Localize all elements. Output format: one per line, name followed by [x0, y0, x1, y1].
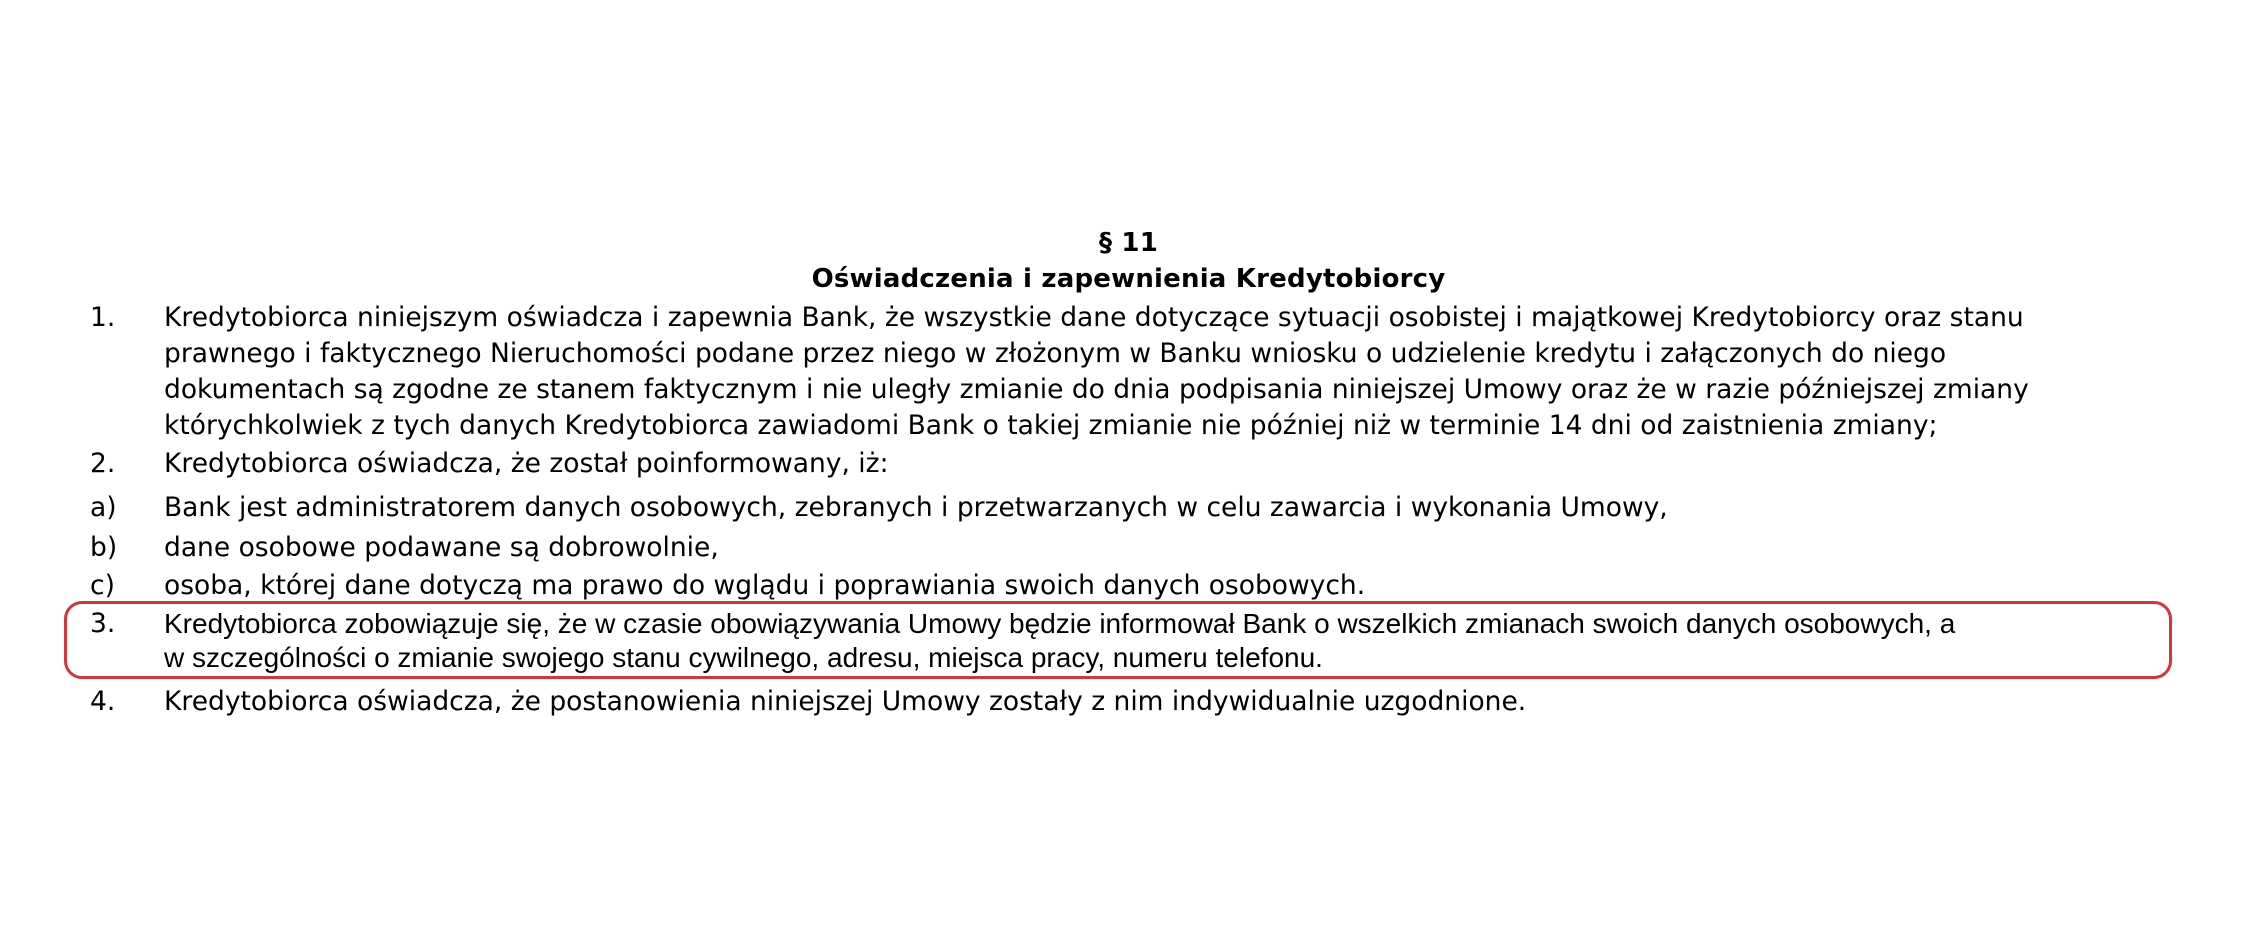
- list-marker: 3.: [90, 608, 116, 639]
- list-item-text: Kredytobiorca niniejszym oświadcza i zapewnia Bank, że wszystkie dane dotyczące sytuacji osobistej i majątkowej Kredytobiorcy oraz stanu: [164, 302, 2024, 333]
- list-item-text: dane osobowe podawane są dobrowolnie,: [164, 532, 719, 563]
- list-marker: 2.: [90, 448, 116, 479]
- list-item-text: Kredytobiorca oświadcza, że postanowienia niniejszej Umowy zostały z nim indywidualnie uzgodnione.: [164, 686, 1527, 717]
- list-item-text: prawnego i faktycznego Nieruchomości podane przez niego w złożonym w Banku wniosku o udzielenie kredytu i załączonych do niego: [164, 338, 1947, 369]
- list-marker: 1.: [90, 302, 116, 333]
- list-marker: a): [90, 492, 117, 523]
- section-title: Oświadczenia i zapewnienia Kredytobiorcy: [811, 264, 1446, 294]
- list-item-text: osoba, której dane dotyczą ma prawo do wglądu i poprawiania swoich danych osobowych.: [164, 570, 1366, 601]
- list-marker: b): [90, 532, 118, 563]
- list-marker: 4.: [90, 686, 116, 717]
- list-item-text: dokumentach są zgodne ze stanem faktycznym i nie uległy zmianie do dnia podpisania niniejszej Umowy oraz że w razie późniejszej zmiany: [164, 374, 2029, 405]
- list-item-text: w szczególności o zmianie swojego stanu cywilnego, adresu, miejsca pracy, numeru telefonu.: [164, 642, 1323, 673]
- list-item-text: Kredytobiorca zobowiązuje się, że w czasie obowiązywania Umowy będzie informował Bank o wszelkich zmianach swoich danych osobowych, a: [164, 608, 1956, 639]
- list-item-text: Bank jest administratorem danych osobowych, zebranych i przetwarzanych w celu zawarcia i wykonania Umowy,: [164, 492, 1668, 523]
- list-item-text: którychkolwiek z tych danych Kredytobiorca zawiadomi Bank o takiej zmianie nie później niż w terminie 14 dni od zaistnienia zmiany;: [164, 410, 1938, 441]
- list-item-text: Kredytobiorca oświadcza, że został poinformowany, iż:: [164, 448, 889, 479]
- list-marker: c): [90, 570, 115, 601]
- section-number: § 11: [1098, 228, 1159, 258]
